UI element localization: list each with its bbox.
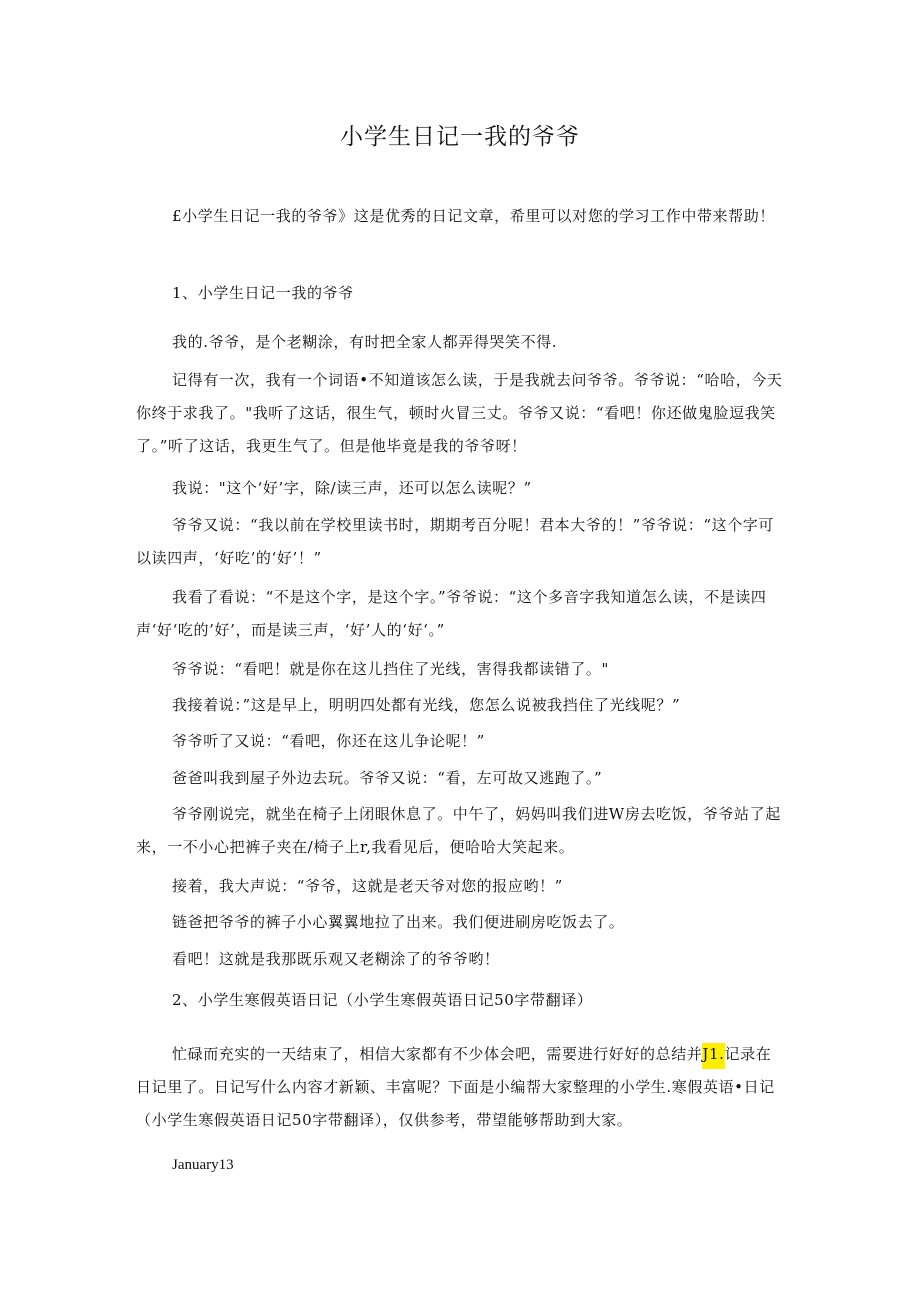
story-paragraph: 爷爷听了又说：“看吧，你还在这儿争论呢！” [172, 732, 485, 750]
section-2-heading: 2、小学生寒假英语日记（小学生寒假英语日记50字带翻译） [172, 991, 593, 1009]
section-2-text-after: 记录在日记里了。日记写什么内容才新颖、丰富呢？下面是小编帮大家整理的小学生.寒假英语•日记（小学生寒假英语日记50字带翻译），仅供参考，带望能够帮助到大家。 [136, 1045, 775, 1129]
intro-paragraph: £小学生日记一我的爷爷》这是优秀的日记文章，希里可以对您的学习工作中带来帮助！ [172, 207, 775, 225]
story-paragraph: 爷爷又说：“我以前在学校里读书时，期期考百分呢！君本大爷的！”爷爷说：“这个字可以读四声，‘好吃’的‘好’！” [136, 516, 775, 567]
diary-date: January13 [172, 1157, 234, 1173]
story-paragraph: 爷爷说：“看吧！就是你在这儿挡住了光线，害得我都读错了。" [172, 660, 609, 678]
story-paragraph: 爷爷刚说完，就坐在椅子上闭眼休息了。中午了，妈妈叫我们进W房去吃饭，爷爷站了起来，一不小心把裤子夹在/椅子上r,我看见后，便哈哈大笑起来。 [136, 805, 781, 856]
section-1-heading: 1、小学生日记一我的爷爷 [172, 284, 354, 302]
story-paragraph: 我说："这个‘好’字，除/读三声，还可以怎么读呢？” [172, 479, 532, 497]
story-paragraph: 爸爸叫我到屋子外边去玩。爷爷又说：“看，左可故又逃跑了。” [172, 769, 603, 787]
story-paragraph: 记得有一次，我有一个词语•不知道该怎么读，于是我就去问爷爷。爷爷说：“哈哈，今天你终于求我了。"我听了这话，很生气，顿时火冒三丈。爷爷又说：“看吧！你还做鬼脸逗我笑了。”听了这话，我更生气了。但是他毕竟是我的爷爷呀！ [136, 371, 783, 455]
section-2-text-before: 忙碌而充实的一天结束了，相信大家都有不少体会吧，需要进行好好的总结并 [172, 1045, 703, 1063]
story-paragraph: 链爸把爷爷的裤子小心翼翼地拉了出来。我们便进刷房吃饭去了。 [172, 913, 625, 931]
document-title: 小学生日记一我的爷爷 [340, 124, 580, 150]
story-paragraph: 我接着说：”这是早上，明明四处都有光线，您怎么说被我挡住了光线呢？” [172, 696, 681, 714]
story-paragraph: 接着，我大声说：“爷爷，这就是老天爷对您的报应哟！” [172, 877, 563, 895]
highlighted-text: J1. [702, 1043, 724, 1069]
story-paragraph: 我看了看说：“不是这个字，是这个字。”爷爷说：“这个多音字我知道怎么读，不是读四声‘好‘吃的’好’，而是读三声，‘好’人的‘好‘。” [136, 588, 767, 639]
story-paragraph: 我的.爷爷，是个老糊涂，有时把全家人都弄得哭笑不得. [172, 333, 558, 351]
section-2-paragraph [136, 1038, 786, 1137]
story-paragraph: 看吧！这就是我那既乐观又老糊涂了的爷爷哟！ [172, 950, 500, 968]
